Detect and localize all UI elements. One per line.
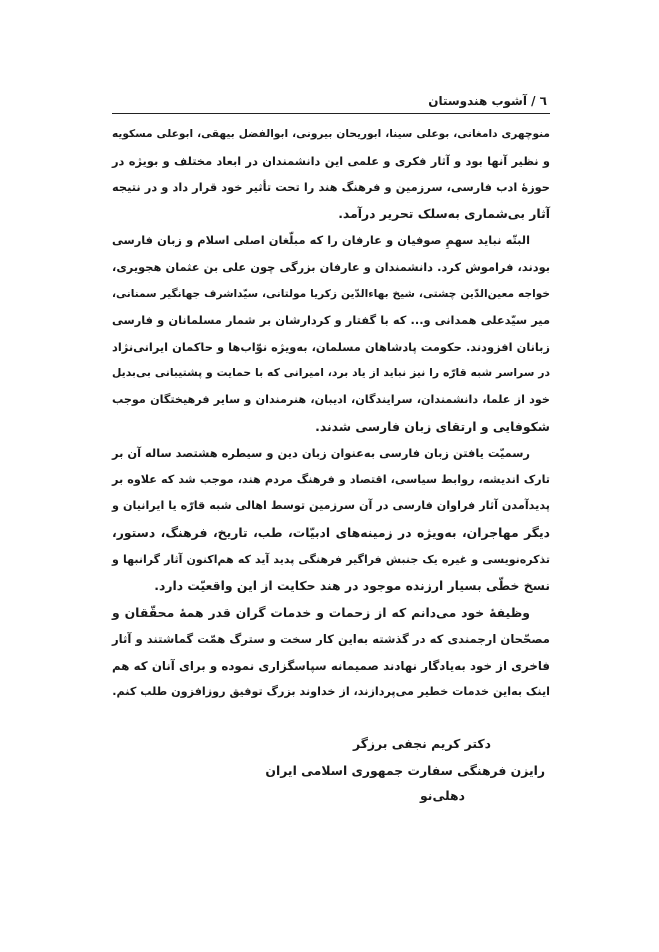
text-line: خود از علما، دانشمندان، سرایندگان، ادیبان، هنرمندان و سایر فرهیختگان موجب xyxy=(112,392,550,406)
paragraph xyxy=(112,227,550,440)
text-line: رسمیّت یافتن زبان فارسی به‌عنوان زبان دین و سیطره هشتصد ساله آن بر xyxy=(112,446,530,461)
text-line: در سراسر شبه قارّه را نیز نباید از یاد برد، امیرانی که با حمایت و پشتیبانی بی‌بدیل xyxy=(112,366,550,380)
text-line: وظیفهٔ خود می‌دانم که از زحمات و خدمات گران قدر همهٔ محقّقان و xyxy=(112,604,530,620)
text-line: شکوفایی و ارتقای زبان فارسی شدند. xyxy=(315,418,550,434)
text-line: تارک اندیشه، روابط سیاسی، اقتصاد و فرهنگ مردم هند، موجب شد که علاوه بر xyxy=(112,472,550,486)
signature-name: دکتر کریم نجفی برزگر xyxy=(353,736,491,751)
text-line: اینک به‌این خدمات خطیر می‌پردازند، از خداوند بزرگ توفیق روزافزون طلب کنم. xyxy=(112,685,550,699)
paragraph xyxy=(112,121,550,227)
text-line: خواجه معین‌الدّین چشتی، شیخ بهاءالدّین زکریا مولتانی، سیّداشرف جهانگیر سمنانی، xyxy=(112,287,550,300)
running-head: ٦ / آشوب هندوستان xyxy=(428,94,547,108)
text-line: زبانان افزودند. حکومت پادشاهان مسلمان، به‌ویژه نوّاب‌ها و حاکمان ایرانی‌نژاد xyxy=(112,339,550,354)
text-line: آثار بی‌شماری به‌سلک تحریر درآمد. xyxy=(338,205,550,221)
text-line: مصحّحان ارجمندی که در گذشته به‌این کار سخت و سترگ همّت گماشتند و آثار xyxy=(112,632,550,647)
text-line: پدیدآمدن آثار فراوان فارسی در آن سرزمین توسط اهالی شبه قارّه یا ایرانیان و xyxy=(112,499,550,513)
text-line: دیگر مهاجران، به‌ویژه در زمینه‌های ادبیّات، طب، تاریخ، فرهنگ، دستور، xyxy=(112,524,550,540)
text-line: میر سیّدعلی همدانی و... که با گفتار و کردارشان بر شمار مسلمانان و فارسی xyxy=(112,313,550,328)
signature-title: رایزن فرهنگی سفارت جمهوری اسلامی ایران xyxy=(265,763,545,778)
text-line: نسخ خطّی بسیار ارزنده موجود در هند حکایت از این واقعیّت دارد. xyxy=(154,578,550,594)
paragraph xyxy=(112,440,550,600)
text-line: حوزهٔ ادب فارسی، سرزمین و فرهنگ هند را تحت تأثیر خود قرار داد و در نتیجه xyxy=(112,180,550,195)
text-line: منوچهری دامغانی، بوعلی سینا، ابوریحان بیرونی، ابوالفضل بیهقی، ابوعلی مسکویه xyxy=(112,128,550,140)
text-line: و نظیر آنها بود و آثار فکری و علمی این دانشمندان در ابعاد مختلف و بویژه در xyxy=(112,153,550,168)
text-line: فاخری از خود به‌یادگار نهادند صمیمانه سپاسگزاری نموده و برای آنان که هم xyxy=(112,658,550,673)
signature-city: دهلی‌نو xyxy=(420,788,465,803)
body-text xyxy=(112,121,550,706)
text-line: تذکره‌نویسی و غیره یک جنبش فراگیر فرهنگی پدید آید که هم‌اکنون آثار گرانبها و xyxy=(112,552,550,566)
text-line: البتّه نباید سهمِ صوفیان و عارفان را که مبلّغان اصلی اسلام و زبان فارسی xyxy=(112,233,530,248)
paragraph xyxy=(112,600,550,706)
text-line: بودند، فراموش کرد. دانشمندان و عارفان بزرگی چون علی بن عثمان هجویری، xyxy=(112,259,550,274)
header-rule xyxy=(112,113,550,114)
